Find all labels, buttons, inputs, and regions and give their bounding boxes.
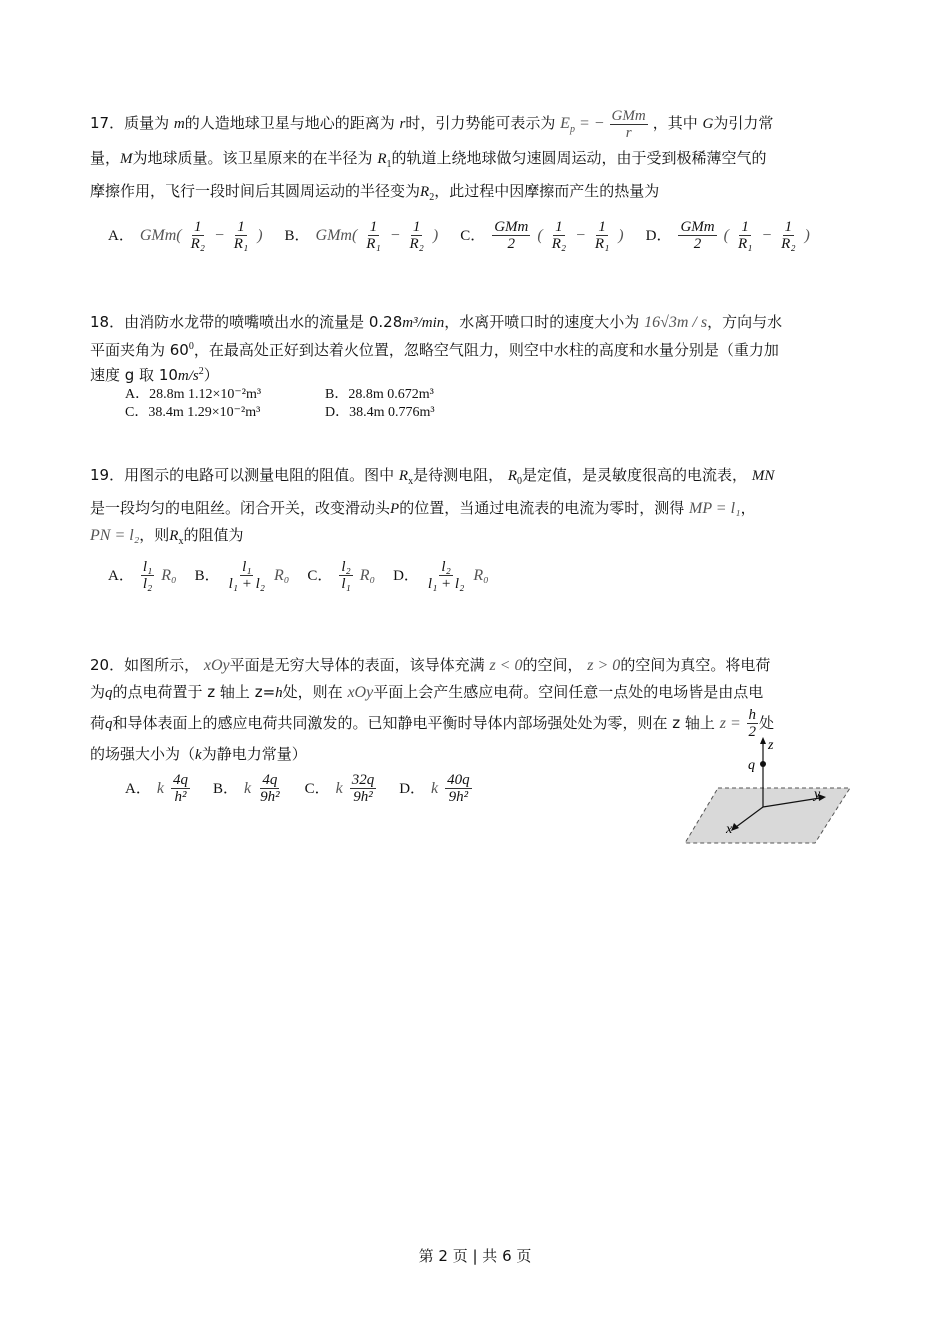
option-c[interactable]: C． l₂ l₁ R₀	[307, 559, 376, 592]
xoy-plane-figure	[680, 735, 860, 845]
option-b[interactable]: B． k 4q 9h²	[212, 772, 280, 805]
question-number: 18．	[90, 313, 125, 331]
charge-q	[760, 761, 766, 767]
options-17	[108, 219, 865, 252]
option-c[interactable]: C． GMm 2 ( 1 R₂ − $\frac{1}{\text{R₁}}$ )	[460, 219, 624, 253]
question-number: 20．	[90, 656, 125, 674]
option-d[interactable]: D． k 40q 9h²	[399, 772, 470, 805]
page-footer: 第 2 页 | 共 6 页	[418, 1247, 532, 1265]
question-19: 19．用图示的电路可以测量电阻的阻值。图中 $R_x$是待测电阻， $R_0$是定值，是灵敏度很高的电流表， MN 是一段均匀的电阻丝。闭合开关，改变滑动头P的位置，当通过电流表的电流为零时，测得 MP = l₁， PN = l₂，则$R_x$的阻值为 A． l₁ l₂ R₀ B． l₁ l₁ + l₂ R₀ C． l₂ l₁ R₀ D． l₂ l₁ + l₂ R₀	[90, 462, 865, 592]
option-a[interactable]: A． k 4q h²	[125, 772, 188, 805]
conductor-plane	[685, 788, 850, 843]
option-d[interactable]: D．38.4m 0.776m³	[325, 405, 435, 420]
question-17: 17．质量为 m的人造地球卫星与地心的距离为 r时，引力势能可表示为 $E_p$ = − GMm r ，其中 G为引力常 量，M为地球质量。该卫星原来的在半径为 $R_1$的轨道上绕地球做匀速圆周运动，由于受到极稀薄空气的 摩擦作用，飞行一段时间后其圆周运动的半径变为$R_2$，此过程中因摩擦而产生的热量为 A． GMm( 1 R₂ − $\frac{1}{\text{R₁}}$ ) B． GMm( 1 R₁ − $\frac{1}{\text{R₂}}$ ) C． GMm 2 ( 1 R₂ − $\frac{1}{\text{R₁}}$ ) D． GMm 2 ( 1 R₁ − $\frac{1}{\text{R₂}}$ )	[90, 108, 865, 252]
option-c[interactable]: C． k 32q 9h²	[304, 772, 375, 805]
question-20: 20．如图所示， xOy平面是无穷大导体的表面，该导体充满 z < 0的空间， z > 0的空间为真空。将电荷 为q的点电荷置于 z 轴上 z=h处，则在 xOy平面上会产生感应电荷。空间任意一点处的电场皆是由点电 荷q和导体表面上的感应电荷共同激发的。已知静电平衡时导体内部场强处处为零，则在 z 轴上 z = $\frac{h}{2}$ 处 的场强大小为（k为静电力常量） A． k 4q h² B． k 4q 9h² C． k 32q 9h² D． k 40q 9h²	[90, 652, 865, 805]
z-arrow	[760, 737, 766, 744]
question-number: 17．	[90, 114, 125, 133]
option-b[interactable]: B． GMm( 1 R₁ − $\frac{1}{\text{R₂}}$ )	[284, 219, 439, 253]
option-a[interactable]: A． l₁ l₂ R₀	[108, 559, 177, 592]
option-d[interactable]: D． l₂ l₁ + l₂ R₀	[393, 559, 489, 592]
speed-value: 16√3m / s	[644, 314, 708, 331]
option-b[interactable]: B． l₁ l₁ + l₂ R₀	[194, 559, 290, 592]
options-19	[108, 559, 865, 592]
option-b[interactable]: B．28.8m 0.672m³	[325, 387, 434, 402]
question-number: 19．	[90, 466, 125, 484]
potential-energy-formula: $E_p$ = − GMm r	[560, 108, 646, 141]
option-a[interactable]: A． GMm( 1 R₂ − $\frac{1}{\text{R₁}}$ )	[108, 219, 263, 253]
options-18	[125, 386, 865, 422]
z-label: z	[768, 738, 774, 753]
option-a[interactable]: A．28.8m 1.12×10⁻²m³	[125, 387, 262, 402]
option-c[interactable]: C．38.4m 1.29×10⁻²m³	[125, 405, 261, 420]
y-label: y	[814, 787, 821, 802]
question-18: 18．由消防水龙带的喷嘴喷出水的流量是 0.28m³/min，水离开喷口时的速度大小为 16√3m / s，方向与水 平面夹角为 $60^0$，在最高处正好到达着火位置，忽略空气阻力，则空中水柱的高度和水量分别是（重力加 速度 g 取 $10m/s^2$） A．28.8m 1.12×10⁻²m³ B．28.8m 0.672m³ C．38.4m 1.29×10⁻²m³ D．38.4m 0.776m³	[90, 310, 865, 422]
option-d[interactable]: D． GMm 2 ( 1 R₁ − $\frac{1}{\text{R₂}}$ )	[645, 219, 810, 253]
x-label: x	[726, 822, 733, 837]
q-label: q	[748, 758, 755, 773]
